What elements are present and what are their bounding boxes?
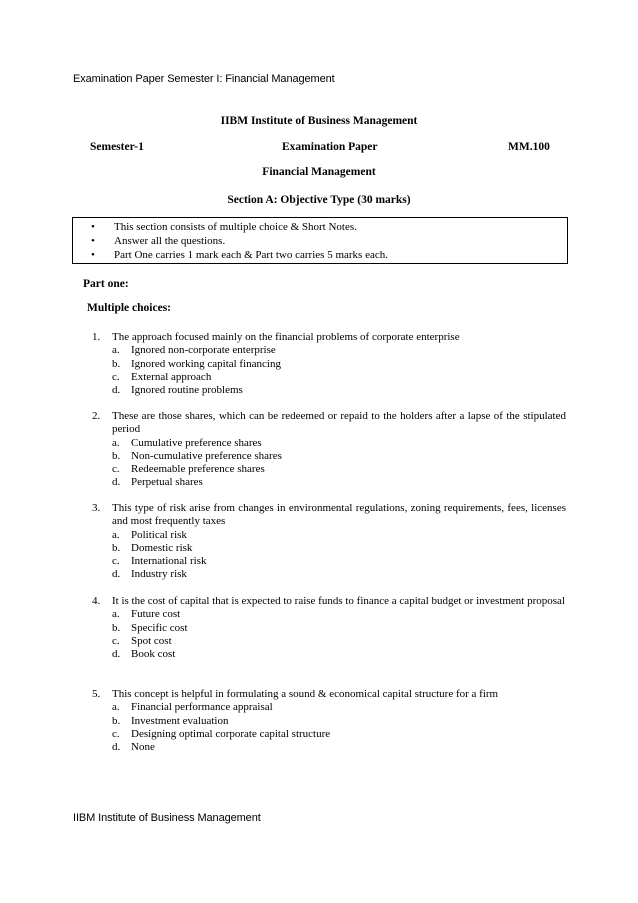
option-letter: b. <box>112 357 121 370</box>
option-letter: a. <box>112 436 120 449</box>
option <box>112 568 566 581</box>
instruction-item <box>73 248 567 262</box>
option <box>112 450 566 463</box>
question-number: 1. <box>92 331 101 343</box>
max-marks-label: MM.100 <box>508 141 550 153</box>
option-text: Ignored routine problems <box>131 384 243 397</box>
subject-title: Financial Management <box>262 166 376 178</box>
option-letter: b. <box>112 714 121 727</box>
option-text: Investment evaluation <box>131 714 229 727</box>
multiple-choices-label: Multiple choices: <box>87 302 171 314</box>
option-list <box>112 529 566 582</box>
institute-name: IIBM Institute of Business Management <box>220 115 418 127</box>
option <box>112 384 566 397</box>
option <box>112 437 566 450</box>
question-text: This type of risk arise from changes in environmental regulations, zoning requirements, fees, licenses and most frequently taxes <box>112 502 566 528</box>
instruction-text: Answer all the questions. <box>114 235 226 247</box>
running-footer: IIBM Institute of Business Management <box>73 812 261 824</box>
option-letter: c. <box>112 370 120 383</box>
option <box>112 476 566 489</box>
running-header: Examination Paper Semester I: Financial Management <box>73 73 335 85</box>
question-number: 5. <box>92 688 101 700</box>
option-text: Non-cumulative preference shares <box>131 449 282 462</box>
paper-type-label: Examination Paper <box>282 141 378 153</box>
option-letter: a. <box>112 701 120 714</box>
option-letter: c. <box>112 463 120 476</box>
option-text: Domestic risk <box>131 541 193 554</box>
option <box>112 344 566 357</box>
option-text: Perpetual shares <box>131 476 203 489</box>
option-letter: a. <box>112 344 120 357</box>
instructions-list <box>73 218 567 262</box>
option <box>112 529 566 542</box>
option-letter: d. <box>112 568 121 581</box>
option-letter: d. <box>112 384 121 397</box>
option-letter: d. <box>112 476 121 489</box>
instruction-item <box>73 234 567 248</box>
option <box>112 358 566 371</box>
option <box>112 701 566 714</box>
option <box>112 648 566 661</box>
option-letter: d. <box>112 741 121 754</box>
bullet-icon: • <box>91 235 95 247</box>
option-text: Ignored working capital financing <box>131 357 281 370</box>
option-text: Financial performance appraisal <box>131 701 273 714</box>
option-text: Industry risk <box>131 568 187 581</box>
option-text: External approach <box>131 370 212 383</box>
instruction-item <box>73 220 567 234</box>
question-text: It is the cost of capital that is expected to raise funds to finance a capital budget or investment proposal <box>112 595 565 607</box>
question-text: This concept is helpful in formulating a sound & economical capital structure for a firm <box>112 688 499 700</box>
option <box>112 555 566 568</box>
semester-label: Semester-1 <box>90 141 144 153</box>
question-number: 4. <box>92 595 101 607</box>
option-text: Book cost <box>131 648 176 661</box>
option-text: Cumulative preference shares <box>131 436 262 449</box>
option-text: Spot cost <box>131 634 172 647</box>
option-letter: b. <box>112 621 121 634</box>
question-text: These are those shares, which can be redeemed or repaid to the holders after a lapse of the stipulated period <box>112 410 566 436</box>
option-list <box>112 437 566 490</box>
option-letter: d. <box>112 648 121 661</box>
option <box>112 635 566 648</box>
bullet-icon: • <box>91 249 95 261</box>
question <box>92 688 566 754</box>
option-text: Political risk <box>131 528 187 541</box>
instruction-text: This section consists of multiple choice & Short Notes. <box>114 221 357 233</box>
question <box>92 331 566 397</box>
option-list <box>112 608 566 661</box>
question-number: 3. <box>92 502 101 514</box>
option-letter: b. <box>112 541 121 554</box>
option <box>112 728 566 741</box>
option-list <box>112 701 566 754</box>
instructions-box <box>72 217 568 264</box>
question <box>92 410 566 490</box>
option-text: Future cost <box>131 608 181 621</box>
section-title: Section A: Objective Type (30 marks) <box>227 194 411 206</box>
option <box>112 741 566 754</box>
option-text: Redeemable preference shares <box>131 463 265 476</box>
option-text: None <box>131 741 155 754</box>
option-text: International risk <box>131 555 207 568</box>
option <box>112 715 566 728</box>
option <box>112 542 566 555</box>
option <box>112 463 566 476</box>
question <box>92 502 566 582</box>
question <box>92 595 566 661</box>
option <box>112 608 566 621</box>
question-number: 2. <box>92 410 101 422</box>
option-letter: c. <box>112 727 120 740</box>
option-text: Ignored non-corporate enterprise <box>131 344 276 357</box>
bullet-icon: • <box>91 221 95 233</box>
option-letter: c. <box>112 555 120 568</box>
option <box>112 622 566 635</box>
option-letter: a. <box>112 608 120 621</box>
option <box>112 371 566 384</box>
option-list <box>112 344 566 397</box>
instruction-text: Part One carries 1 mark each & Part two carries 5 marks each. <box>114 249 388 261</box>
question-text: The approach focused mainly on the financial problems of corporate enterprise <box>112 331 460 343</box>
option-letter: a. <box>112 528 120 541</box>
option-letter: c. <box>112 634 120 647</box>
option-text: Specific cost <box>131 621 188 634</box>
part-one-label: Part one: <box>83 278 129 290</box>
option-text: Designing optimal corporate capital structure <box>131 727 331 740</box>
option-letter: b. <box>112 449 121 462</box>
